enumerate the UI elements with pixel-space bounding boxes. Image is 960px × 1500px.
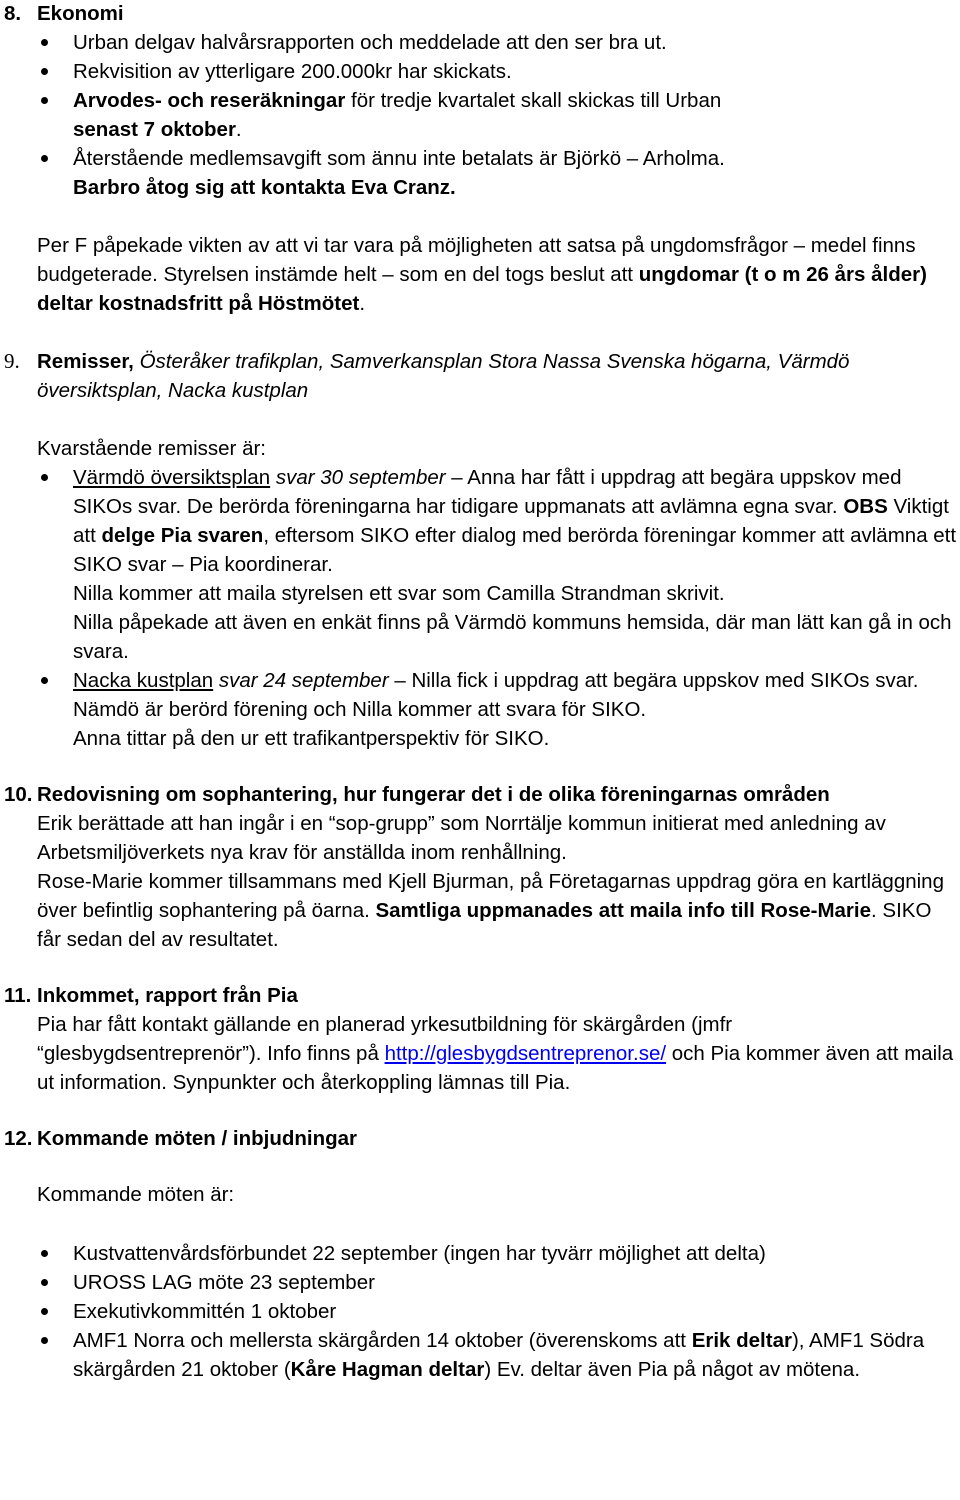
item-text: , eftersom SIKO efter dialog med berörda föreningar kommer att avlämna ett SIKO svar – Pia koordinerar. [73,524,957,576]
italic-text: svar 24 september [213,669,389,692]
list-item [0,28,960,57]
section-number: 9. [4,349,20,373]
paragraph [0,231,960,318]
item-text: . [235,118,242,141]
paragraph-text: Pia har fått kontakt gällande en planerad yrkesutbildning för skärgården (jmfr “glesbygdsentreprenör”). Info finns på [37,1013,733,1065]
item-text: Återstående medlemsavgift som ännu inte betalats är Björkö – Arholma. [73,147,725,170]
paragraph-text: Kvarstående remisser är: [37,437,267,460]
underlined-text: Värmdö översiktsplan [73,466,271,489]
paragraph-text: Rose-Marie kommer tillsammans med Kjell Bjurman, på Företagarnas uppdrag göra en kartläggning över befintlig sophantering på öarna. [37,870,944,922]
section-12 [0,1124,960,1153]
section-number: 11. [4,984,32,1007]
paragraph-text: och Pia kommer även att maila ut information. Synpunkter och återkoppling lämnas till Pia. [37,1042,954,1094]
section-heading: Remisser, [37,350,134,373]
bold-text: senast 7 oktober [73,118,236,141]
list-item [0,57,960,86]
paragraph-text: Per F påpekade vikten av att vi tar vara på möjligheten att satsa på ungdomsfrågor – medel finns budgeterade. Styrelsen instämde helt – som en del togs beslut att [37,234,916,286]
sub-paragraph [0,608,960,666]
list-item [0,1297,960,1326]
section-heading: Ekonomi [37,2,124,25]
bold-text: Samtliga uppmanades att maila info till Rose-Marie [375,899,872,922]
section-10 [0,780,960,954]
item-text: Rekvisition av ytterligare 200.000kr har skickats. [73,60,512,83]
list-item [0,666,960,724]
paragraph-text: . [359,292,366,315]
item-text: UROSS LAG möte 23 september [73,1271,375,1294]
bold-text: ungdomar (t o m 26 års ålder) deltar kostnadsfritt på Höstmötet [37,263,927,315]
list-item [0,463,960,579]
paragraph [0,1180,960,1209]
bold-text: delge Pia svaren [101,524,264,547]
list-item [0,144,960,202]
section-heading: Inkommet, rapport från Pia [37,984,298,1007]
paragraph-text: Erik berättade att han ingår i en “sop-grupp” som Norrtälje kommun initierat med anledning av Arbetsmiljöverkets nya krav för anställda inom renhållning. [37,812,886,864]
list-item [0,1326,960,1384]
bold-text: Kåre Hagman deltar [290,1358,485,1381]
paragraph-text: Nilla påpekade att även en enkät finns på Värmdö kommuns hemsida, där man lätt kan gå in och svara. [73,611,952,663]
section-heading: Redovisning om sophantering, hur fungerar det i de olika föreningarnas områden [37,783,830,806]
section-8 [0,0,960,28]
item-text: AMF1 Norra och mellersta skärgården 14 oktober (överenskoms att [73,1329,692,1352]
bold-text: Erik deltar [691,1329,792,1352]
bold-text: OBS [843,495,888,518]
section-9 [0,347,960,405]
section-number: 10. [4,783,33,806]
sub-paragraph [0,579,960,608]
item-text: Viktigt att [73,495,949,547]
section-number: 12. [4,1127,33,1150]
item-text: för tredje kvartalet skall skickas till Urban [345,89,722,112]
item-text: Exekutivkommittén 1 oktober [73,1300,337,1323]
list-item [0,86,960,144]
paragraph [0,434,960,463]
remiss-list [0,666,960,724]
bold-text: Barbro åtog sig att kontakta Eva Cranz. [73,176,456,199]
section-heading: Kommande möten / inbjudningar [37,1127,358,1150]
paragraph-text: . SIKO får sedan del av resultatet. [37,899,932,951]
sub-paragraph [0,724,960,753]
paragraph-text: Kommande möten är: [37,1183,235,1206]
section-11 [0,981,960,1097]
paragraph-text: Nilla kommer att maila styrelsen ett svar som Camilla Strandman skrivit. [73,582,725,605]
item-text: ), AMF1 Södra skärgården 21 oktober ( [73,1329,925,1381]
item-text: Kustvattenvårdsförbundet 22 september (ingen har tyvärr möjlighet att delta) [73,1242,766,1265]
section-number: 8. [4,2,22,25]
item-text: ) Ev. deltar även Pia på något av mötena. [484,1358,861,1381]
item-text: Urban delgav halvårsrapporten och meddelade att den ser bra ut. [73,31,667,54]
paragraph-text: Anna tittar på den ur ett trafikantperspektiv för SIKO. [73,727,550,750]
glesbygd-link[interactable]: http://glesbygdsentreprenor.se/ [384,1042,667,1065]
remiss-list [0,463,960,579]
list-item [0,1268,960,1297]
item-text: – Nilla fick i uppdrag att begära uppskov med SIKOs svar. Nämdö är berörd förening och Nilla kommer att svara för SIKO. [73,669,919,721]
italic-text: svar 30 september [270,466,446,489]
meetings-list [0,1239,960,1384]
section-heading-italic: Österåker trafikplan, Samverkansplan Stora Nassa Svenska högarna, Värmdö översiktsplan, Nacka kustplan [37,350,850,402]
bold-text: Arvodes- och reseräkningar [73,89,346,112]
underlined-text: Nacka kustplan [73,669,214,692]
item-text: – Anna har fått i uppdrag att begära uppskov med SIKOs svar. De berörda föreningarna har tidigare uppmanats att avlämna egna svar. [73,466,902,518]
list-item [0,1239,960,1268]
economy-list [0,28,960,202]
